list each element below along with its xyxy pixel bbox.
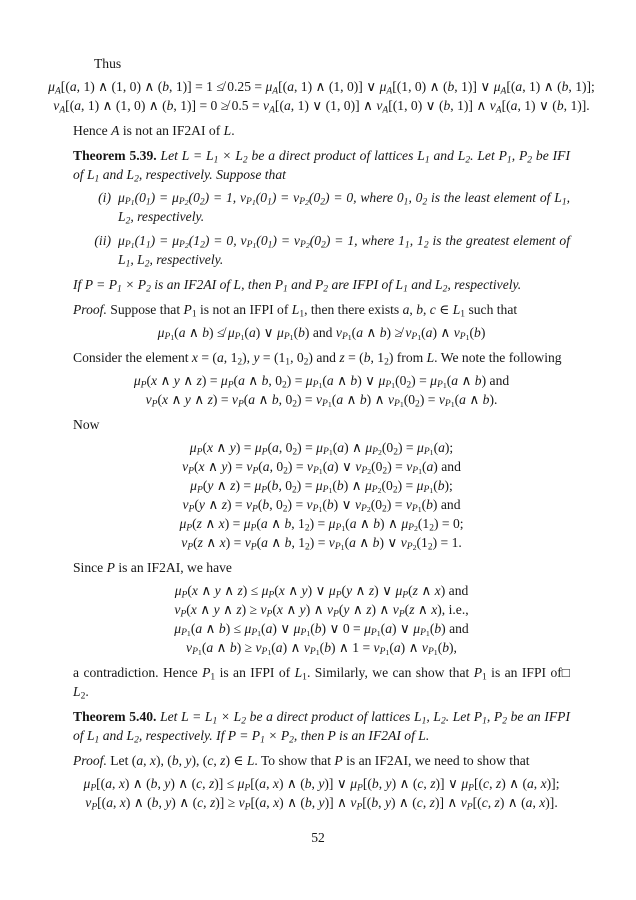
theorem-5-40 [73,707,570,745]
text-run: Thus [94,56,122,71]
text-run: . Similarly, we can show that [306,665,474,680]
text-run: is an IFPI of [215,665,295,680]
display-eq-A-not-IF2AI [41,77,602,115]
equation-line: $\mu_P(x$ ∧ y ∧ $z) = \mu_P(a$ ∧ b, $0_2) = \mu_{P_1}(a$ ∧ b) ∨ $\mu_{P_1}(0_2) = \mu_{P_1}(a$ ∧ b) and [133,373,510,391]
text-run: is not an IFPI of [196,302,292,317]
text-run: A [111,123,120,138]
equation-line: $\mu_A[(a$, 1) ∧ (1, 0) ∧ (b, 1)] = 1 ≰ $0.25 = \mu_A[(a$, 1) ∧ (1, 0)] ∨ $\mu_A[(1$, 0) ∧ (b, 1)] ∨ $\mu_A[(a$, 1) ∧ (b, 1)]; [48,79,595,97]
text-run: is an IF2AI, we need to show that [342,753,530,768]
equation-line: $\mu_P[(a$, x) ∧ (b, y) ∧ (c, $z)] \le \mu_P[(a$, x) ∧ (b, y)] ∨ $\mu_P[(b$, y) ∧ (c, z)] ∨ $\mu_P[(c$, z) ∧ (a, x)]; [83,776,560,794]
text-run: $L_2$ [73,684,86,702]
equation-line: $\nu_P(x$ ∧ y ∧ $z) \ge \nu_P(x$ ∧ y) ∧ $\nu_P(y$ ∧ z) ∧ $\nu_P(z$ ∧ x), i.e., [174,602,469,620]
text-run: Consider the element [73,350,192,365]
text-run: . [85,684,89,699]
text-run: . We note the following [434,350,562,365]
text-run: Let $L = L_1 \times L_2$ be a direct product of lattices $L_1$ and $L_2$. Let $P_1$, $P_2$ be IFI of $L_1$ and $L_2$, respectively. Suppose that [73,148,570,185]
equation-line: $\mu_P(z$ ∧ $x) = \mu_P(a$ ∧ b, $1_2) = \mu_{P_1}(a$ ∧ b) ∧ $\mu_{P_2}(1_2) = 0$; [179,516,464,534]
text-run: Let [106,753,132,768]
text-run: is an IFPI of [486,665,562,680]
equation-line: $\mu_P(x$ ∧ y ∧ $z) \le \mu_P(x$ ∧ y) ∨ $\mu_P(y$ ∧ z) ∨ $\mu_P(z$ ∧ x) and [174,583,469,601]
text-run: a, b, c ∈ $L_1$ [402,302,466,320]
equation-line: $\mu_P(x$ ∧ $y) = \mu_P(a$, $0_2) = \mu_{P_1}(a)$ ∧ $\mu_{P_2}(0_2) = \mu_{P_1}(a)$; [189,440,454,458]
equation-line: $\nu_P(x$ ∧ $y) = \nu_P(a$, $0_2) = \nu_{P_1}(a)$ ∨ $\nu_{P_2}(0_2) = \nu_{P_1}(a)$ and [182,459,461,477]
text-run: is not an IF2AI of [119,123,224,138]
equation-line: $\mu_{P_1}(a$ ∧ $b) \le \mu_{P_1}(a)$ ∨ $\mu_{P_1}(b)$ ∨ $0 = \mu_{P_1}(a)$ ∨ $\mu_{P_1}(b)$ and [174,621,469,639]
page-content [48,54,595,813]
text-run: . To show that [254,753,335,768]
text-run: Hence [73,123,112,138]
equation-line: $\nu_{P_1}(a$ ∧ $b) \ge \nu_{P_1}(a)$ ∧ $\nu_{P_1}(b)$ ∧ $1 = \nu_{P_1}(a)$ ∧ $\nu_{P_1}(b)$, [186,640,457,658]
text-run: Let $L = L_1 \times L_2$ be a direct product of lattices $L_1$, $L_2$. Let $P_1$, $P_2$ be an IFPI of $L_1$ and $L_2$, respectively. If $P = P_1 \times P_2$, then P is an IF2AI of L. [73,709,570,746]
display-eq-xyz [73,371,570,409]
theorem-5-39-item-ii [73,231,570,269]
text-run: is an IF2AI, we have [114,560,232,575]
text-run: L [426,350,435,365]
text-run: $\mu_{P_1}(1_1) = \mu_{P_2}(1_2) = 0$, $\nu_{P_1}(0_1) = \nu_{P_2}(0_2) = 1$, where $1_1$, $1_2$ is the greatest element of $L_1$, $L_2$, respectively. [118,233,571,270]
text-run: P [334,753,343,768]
para-consider [73,348,570,367]
proof-5-39-start [73,300,570,319]
text-run: If $P = P_1 \times P_2$ is an IF2AI of L, then $P_1$ and $P_2$ are IFPI of $L_1$ and $L_2$, respectively. [73,277,522,295]
para-thus [73,54,570,73]
item-body [118,188,570,226]
text-run: , then there exists [304,302,403,317]
equation-line: $\nu_P(y$ ∧ $z) = \nu_P(b$, $0_2) = \nu_{P_1}(b)$ ∨ $\nu_{P_2}(0_2) = \nu_{P_1}(b)$ and [182,497,461,515]
text-run: P [106,560,115,575]
equation-line: $\nu_A[(a$, 1) ∧ (1, 0) ∧ (b, 1)] = 0 ≱ $0.5 = \nu_A[(a$, 1) ∨ (1, 0)] ∧ $\nu_A[(1$, 0) ∨ (b, 1)] ∧ $\nu_A[(a$, 1) ∨ (b, 1)]. [53,98,590,116]
para-since [73,558,570,577]
text-run: from [393,350,427,365]
text-run: $P_1$ [202,665,216,683]
text-run: $L_1$ [291,302,305,320]
text-run: such that [465,302,518,317]
display-eq-if2ai [73,581,570,657]
display-eq-need-to-show [41,774,602,812]
theorem-5-39-item-i [73,188,570,226]
text-run: Proof. [73,302,107,317]
equation-line: $\nu_P[(a$, x) ∧ (b, y) ∧ (c, $z)] \ge \nu_P[(a$, x) ∧ (b, y)] ∧ $\nu_P[(b$, y) ∧ (c, z)] ∧ $\nu_P[(c$, z) ∧ (a, x)]. [85,795,558,813]
text-run: Proof. [73,753,107,768]
para-contradiction [73,663,570,701]
text-run: $\mu_{P_1}(0_1) = \mu_{P_2}(0_2) = 1$, $\nu_{P_1}(0_1) = \nu_{P_2}(0_2) = 0$, where $0_1$, $0_2$ is the least element of $L_1$, $L_2$, respectively. [118,190,571,227]
item-label: (i) [98,190,111,205]
text-run: L [223,123,232,138]
text-run: $P_1$ [183,302,197,320]
equation-line: $\nu_P(x$ ∧ y ∧ $z) = \nu_P(a$ ∧ b, $0_2) = \nu_{P_1}(a$ ∧ b) ∧ $\nu_{P_1}(0_2) = \nu_{P_1}(a$ ∧ b). [145,392,498,410]
theorem-5-39-conclusion [73,275,570,294]
equation-line: $\mu_{P_1}(a$ ∧ b) ≰ $\mu_{P_1}(a)$ ∨ $\mu_{P_1}(b)$ and $\nu_{P_1}(a$ ∧ b) ≱ $\nu_{P_1}(a)$ ∧ $\nu_{P_1}(b)$ [157,325,486,343]
theorem-5-39 [73,146,570,184]
item-body [118,231,570,269]
text-run: and [312,350,340,365]
text-run: . [231,123,235,138]
text-run: $L_1$ [294,665,307,683]
para-hence [73,121,570,140]
text-run: Suppose that [106,302,184,317]
qed-symbol: □ [561,665,570,680]
proof-5-40-start [73,751,570,770]
text-run: x = (a, $1_2$), $y = (1_1$, $0_2$) [191,350,313,368]
display-eq-pairwise [73,438,570,552]
item-label: (ii) [94,233,111,248]
text-run: (a, x), (b, y), (c, z) ∈ L [131,753,255,768]
text-run: a contradiction. Hence [73,665,203,680]
display-eq-not-ifpi [73,323,570,342]
text-run: $P_1$ [473,665,487,683]
text-run: Now [73,417,100,432]
equation-line: $\nu_P(z$ ∧ $x) = \nu_P(a$ ∧ b, $1_2) = \nu_{P_1}(a$ ∧ b) ∨ $\nu_{P_2}(1_2) = 1$. [181,535,462,553]
text-run: Since [73,560,107,575]
para-now [73,415,570,434]
page-number: 52 [311,830,325,845]
text-run: Theorem 5.40. [73,709,157,724]
text-run: Theorem 5.39. [73,148,157,163]
text-run: z = (b, $1_2$) [339,350,394,368]
equation-line: $\mu_P(y$ ∧ $z) = \mu_P(b$, $0_2) = \mu_{P_1}(b)$ ∧ $\mu_{P_2}(0_2) = \mu_{P_1}(b)$; [190,478,453,496]
